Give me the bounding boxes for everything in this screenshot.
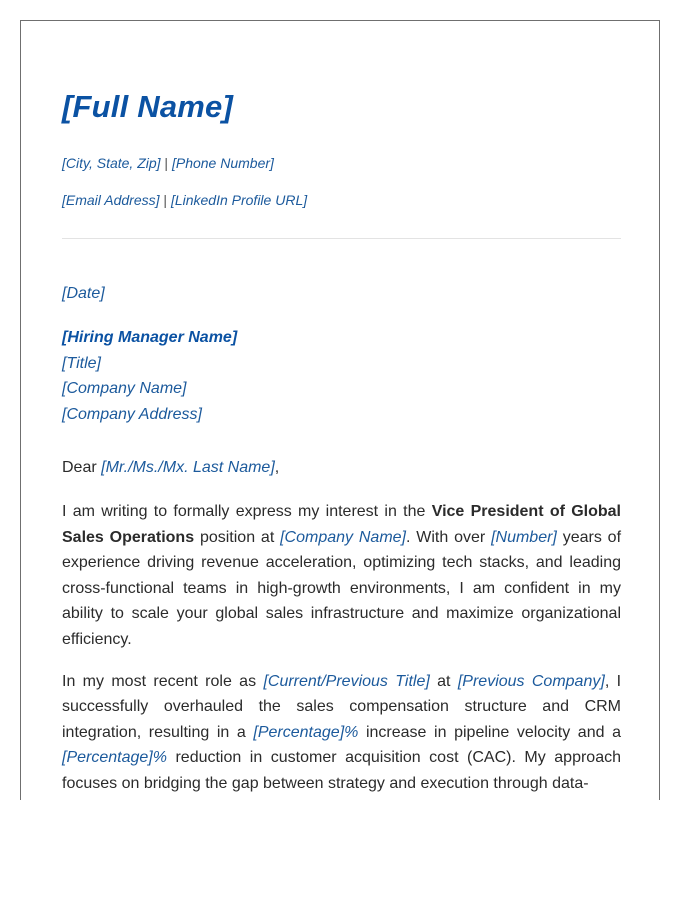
hiring-manager-name: [Hiring Manager Name] bbox=[62, 329, 238, 346]
percentage-placeholder-1: [Percentage]% bbox=[253, 723, 359, 741]
salutation-name: [Mr./Ms./Mx. Last Name] bbox=[101, 459, 275, 476]
phone-number: [Phone Number] bbox=[171, 155, 274, 171]
body-paragraph-2: In my most recent role as [Current/Previous Title] at [Previous Company], I successfully overhauled the sales compensation structure and CRM integration, resulting in a [Percentage]% increase in pipeline velocity and a [Percentage]% reduction in customer acquisition cost (CAC). My approach focuses on bridging the gap between strategy and execution through data- bbox=[62, 672, 622, 792]
salutation-greeting: Dear bbox=[62, 459, 102, 476]
date-placeholder: [Date] bbox=[62, 285, 105, 302]
salutation bbox=[62, 458, 621, 478]
contact-line-location-phone bbox=[62, 154, 621, 172]
document-page bbox=[20, 20, 660, 800]
current-title-placeholder: [Current/Previous Title] bbox=[263, 672, 430, 690]
city-state-zip: [City, State, Zip] bbox=[62, 155, 161, 171]
years-number-placeholder: [Number] bbox=[491, 528, 557, 546]
full-name-heading: [Full Name] bbox=[62, 89, 233, 124]
previous-company-placeholder: [Previous Company] bbox=[457, 672, 605, 690]
contact-line-email-linkedin bbox=[62, 191, 621, 209]
percentage-placeholder-2: [Percentage]% bbox=[62, 749, 167, 766]
target-role: Vice President of Global Sales Operations bbox=[62, 503, 621, 546]
letter-content bbox=[62, 87, 621, 796]
email-address: [Email Address] bbox=[62, 192, 160, 208]
company-name-placeholder: [Company Name] bbox=[280, 528, 406, 546]
recipient-company-address: [Company Address] bbox=[62, 405, 202, 423]
header-divider bbox=[62, 238, 621, 239]
recipient-title: [Title] bbox=[62, 354, 101, 372]
letter-date bbox=[62, 284, 621, 304]
body-paragraph-1: I am writing to formally express my interest in the Vice President of Global Sales Operations position at [Company Name]. With over [Number] years of experience driving revenue acceleration, optimizing tech stacks, and leading cross-functional teams in high-growth environments, I am confident in my ability to scale your global sales infrastructure and maximize organizational efficiency. bbox=[62, 503, 622, 648]
contact-separator: | bbox=[159, 192, 171, 208]
recipient-block bbox=[62, 325, 621, 427]
salutation-punctuation: , bbox=[274, 459, 280, 476]
recipient-company-name: [Company Name] bbox=[62, 380, 187, 397]
contact-separator: | bbox=[160, 155, 172, 171]
linkedin-url: [LinkedIn Profile URL] bbox=[170, 192, 308, 208]
